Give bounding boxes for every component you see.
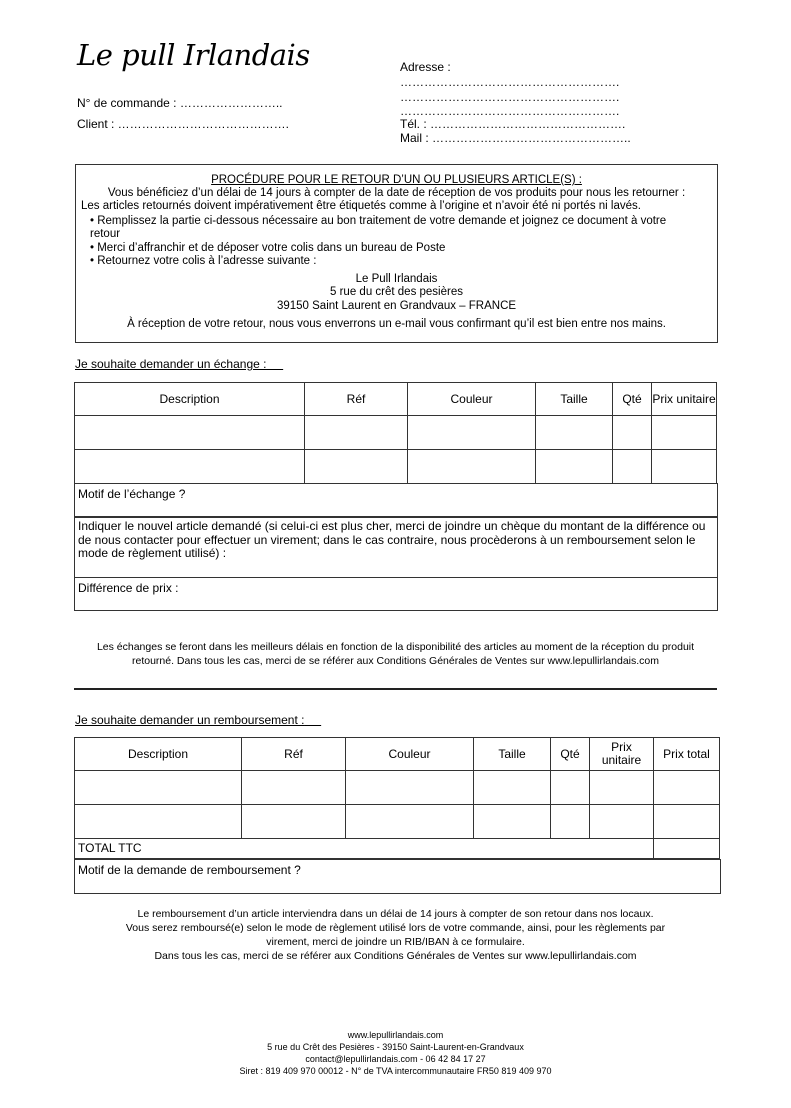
price-difference-label: Différence de prix :: [78, 581, 179, 595]
refund-table-header: [75, 738, 720, 771]
refund-notice-line-3: virement, merci de joindre un RIB/IBAN à ce formulaire.: [266, 936, 525, 948]
order-number-field[interactable]: N° de commande : ……………………..: [77, 96, 283, 110]
table-row: [75, 450, 717, 484]
refund-notice: [0, 907, 791, 963]
return-address-name: Le Pull Irlandais: [355, 273, 438, 285]
table-row: [75, 416, 717, 450]
refund-heading: Je souhaite demander un remboursement :: [75, 713, 305, 727]
procedure-bullet-1: • Remplissez la partie ci-dessous nécessaire au bon traitement de votre demande et joignez ce document à votre: [90, 215, 667, 227]
cell-qte[interactable]: [551, 771, 590, 805]
cell-couleur[interactable]: [408, 416, 536, 450]
col-prix-unitaire: Prix unitaire: [590, 738, 654, 771]
cell-couleur[interactable]: [346, 805, 474, 839]
cell-description[interactable]: [75, 450, 305, 484]
table-row: [75, 805, 720, 839]
exchange-notice-line-2: retourné. Dans tous les cas, merci de se référer aux Conditions Générales de Ventes sur www.lepullirlandais.com: [131, 655, 659, 667]
total-row: [75, 839, 720, 859]
procedure-bullet-1-cont: retour: [90, 228, 121, 240]
col-prix-total: Prix total: [654, 738, 720, 771]
section-divider: [74, 688, 717, 690]
cell-description[interactable]: [75, 805, 242, 839]
col-description: Description: [75, 738, 242, 771]
cell-description[interactable]: [75, 771, 242, 805]
refund-notice-line-2: Vous serez remboursé(e) selon le mode de règlement utilisé lors de votre commande, ainsi, pour les règlements par: [125, 922, 666, 934]
col-qte: Qté: [551, 738, 590, 771]
refund-reason-label: Motif de la demande de remboursement ?: [78, 863, 301, 877]
cell-ref[interactable]: [242, 805, 346, 839]
table-row: [75, 771, 720, 805]
exchange-heading: Je souhaite demander un échange :: [75, 357, 267, 371]
refund-table: [74, 737, 720, 859]
cell-ref[interactable]: [305, 450, 408, 484]
exchange-reason-field[interactable]: [74, 483, 718, 517]
address-line-2[interactable]: ……………………………………………….: [400, 90, 620, 104]
cell-ref[interactable]: [242, 771, 346, 805]
return-procedure-box: [75, 164, 718, 343]
page-footer: [0, 1029, 791, 1077]
procedure-bullet-3: • Retournez votre colis à l’adresse suivante :: [90, 255, 317, 267]
price-difference-field[interactable]: [74, 577, 718, 611]
cell-prix-unitaire[interactable]: [590, 771, 654, 805]
cell-taille[interactable]: [474, 771, 551, 805]
cell-prix[interactable]: [652, 416, 717, 450]
col-taille: Taille: [536, 383, 613, 416]
address-line-3[interactable]: ……………………………………………….: [400, 104, 620, 118]
cell-prix-unitaire[interactable]: [590, 805, 654, 839]
cell-description[interactable]: [75, 416, 305, 450]
procedure-title: PROCÉDURE POUR LE RETOUR D’UN OU PLUSIEURS ARTICLE(S) :: [211, 174, 582, 186]
col-ref: Réf: [242, 738, 346, 771]
address-line-1[interactable]: ……………………………………………….: [400, 75, 620, 89]
refund-reason-field[interactable]: [74, 859, 721, 894]
cell-taille[interactable]: [536, 416, 613, 450]
col-description: Description: [75, 383, 305, 416]
cell-prix-total[interactable]: [654, 805, 720, 839]
footer-legal: Siret : 819 409 970 00012 - N° de TVA intercommunautaire FR50 819 409 970: [239, 1066, 552, 1076]
col-couleur: Couleur: [346, 738, 474, 771]
return-address-street: 5 rue du crêt des pesières: [330, 286, 463, 298]
new-article-label: Indiquer le nouvel article demandé (si celui-ci est plus cher, merci de joindre un chèque du montant de la différence ou de nous contacter pour effectuer un virement; dans le cas contraire, nous procèderons à un remboursement selon le mode de règlement utilisé) :: [78, 519, 706, 560]
cell-prix-total[interactable]: [654, 771, 720, 805]
exchange-notice: [0, 640, 791, 668]
mail-field[interactable]: Mail : …………………………………………..: [400, 131, 631, 145]
footer-contact: contact@lepullirlandais.com - 06 42 84 17 27: [305, 1054, 486, 1064]
cell-qte[interactable]: [551, 805, 590, 839]
cell-qte[interactable]: [613, 450, 652, 484]
total-ttc-value[interactable]: [654, 839, 720, 859]
total-ttc-label: TOTAL TTC: [75, 839, 654, 859]
cell-qte[interactable]: [613, 416, 652, 450]
refund-notice-line-1: Le remboursement d’un article interviendra dans un délai de 14 jours à compter de son retour dans nos locaux.: [137, 908, 654, 920]
cell-prix[interactable]: [652, 450, 717, 484]
procedure-line-2: Les articles retournés doivent impérativement être étiquetés comme à l’origine et n’avoir été ni portés ni lavés.: [81, 200, 641, 212]
cell-couleur[interactable]: [346, 771, 474, 805]
footer-website: www.lepullirlandais.com: [347, 1030, 444, 1040]
exchange-table-header: [75, 383, 717, 416]
exchange-notice-line-1: Les échanges se feront dans les meilleurs délais en fonction de la disponibilité des articles au moment de la réception du produit: [96, 641, 695, 653]
col-couleur: Couleur: [408, 383, 536, 416]
footer-address: 5 rue du Crêt des Pesières - 39150 Saint-Laurent-en-Grandvaux: [267, 1042, 524, 1052]
cell-couleur[interactable]: [408, 450, 536, 484]
col-taille: Taille: [474, 738, 551, 771]
cell-taille[interactable]: [474, 805, 551, 839]
tel-field[interactable]: Tél. : ………………………………………….: [400, 117, 626, 131]
exchange-table: [74, 382, 717, 484]
client-field[interactable]: Client : …………………………………….: [77, 117, 290, 131]
cell-ref[interactable]: [305, 416, 408, 450]
return-address-city: 39150 Saint Laurent en Grandvaux – FRANCE: [276, 300, 517, 312]
col-ref: Réf: [305, 383, 408, 416]
cell-taille[interactable]: [536, 450, 613, 484]
procedure-bullet-2: • Merci d’affranchir et de déposer votre colis dans un bureau de Poste: [90, 242, 446, 254]
col-qte: Qté: [613, 383, 652, 416]
new-article-field[interactable]: [74, 517, 718, 578]
col-prix-unitaire: Prix unitaire: [652, 383, 717, 416]
address-label: Adresse :: [400, 60, 451, 74]
refund-notice-line-4: Dans tous les cas, merci de se référer aux Conditions Générales de Ventes sur www.lepullirlandais.com: [154, 950, 637, 962]
exchange-reason-label: Motif de l’échange ?: [78, 487, 186, 501]
brand-logo: Le pull Irlandais: [77, 38, 310, 72]
procedure-closing: À réception de votre retour, nous vous enverrons un e-mail vous confirmant qu’il est bien entre nos mains.: [127, 318, 666, 330]
procedure-line-1: Vous bénéficiez d’un délai de 14 jours à compter de la date de réception de vos produits pour nous les retourner :: [107, 187, 686, 199]
